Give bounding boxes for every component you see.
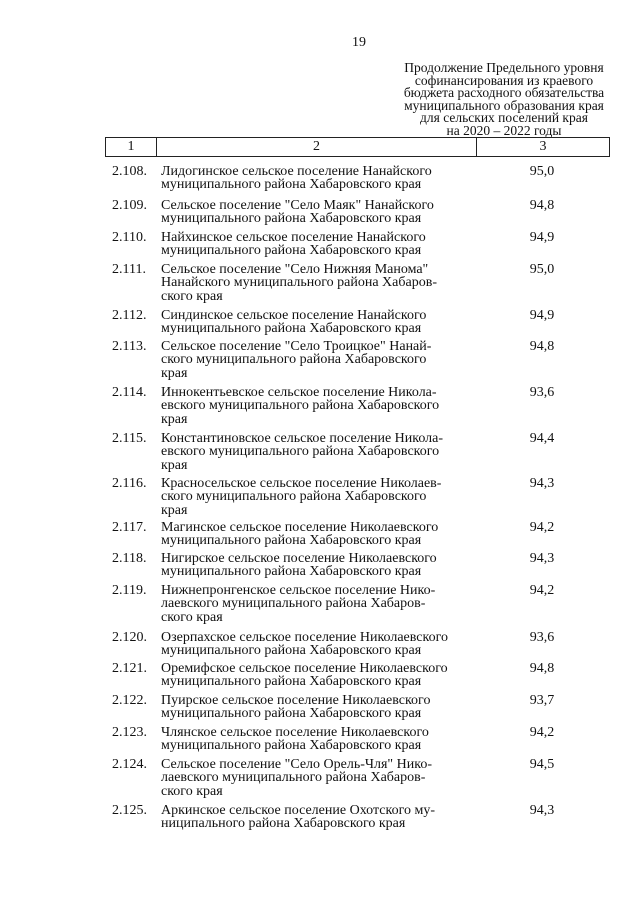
- row-name-line: Сельское поселение "Село Нижняя Манома": [161, 262, 429, 277]
- row-settlement-name: [161, 199, 481, 226]
- caption-line: для сельских поселений края: [420, 110, 588, 126]
- row-number: 2.125.: [112, 803, 147, 818]
- row-name-line: муниципального района Хабаровского края: [161, 211, 422, 227]
- row-number: 2.114.: [112, 385, 147, 400]
- row-settlement-name: [161, 309, 481, 336]
- caption-line: на 2020 – 2022 годы: [446, 122, 562, 138]
- row-name-line: Нанайского муниципального района Хабаров-: [161, 275, 437, 291]
- row-number: 2.123.: [112, 725, 147, 740]
- row-name-line: муниципального района Хабаровского края: [161, 321, 422, 337]
- row-value: 93,7: [529, 693, 555, 708]
- row-settlement-name: [161, 340, 481, 380]
- row-name-line: Пуирское сельское поселение Николаевского: [161, 693, 431, 708]
- row-name-line: муниципального района Хабаровского края: [161, 706, 422, 722]
- row-number: 2.111.: [112, 262, 146, 277]
- row-name-line: Иннокентьевское сельское поселение Никола-: [161, 385, 437, 400]
- row-name-line: ского муниципального района Хабаровского: [161, 489, 427, 505]
- caption-line: Продолжение Предельного уровня: [404, 60, 604, 75]
- row-name-line: муниципального района Хабаровского края: [161, 177, 422, 193]
- row-name-line: Сельское поселение "Село Троицкое" Нанай-: [161, 339, 432, 354]
- caption-line: муниципального образования края: [404, 97, 604, 113]
- row-name-line: края: [161, 457, 188, 473]
- row-name-line: муниципального района Хабаровского края: [161, 564, 422, 580]
- row-settlement-name: [161, 726, 481, 753]
- row-name-line: края: [161, 365, 188, 381]
- row-name-line: ского края: [161, 609, 223, 625]
- row-number: 2.113.: [112, 339, 147, 354]
- row-name-line: Красносельское сельское поселение Николаев-: [161, 476, 442, 491]
- row-value: 94,3: [529, 476, 555, 491]
- row-name-line: Члянское сельское поселение Николаевского: [161, 725, 429, 740]
- column-header-3: 3: [539, 139, 547, 154]
- row-settlement-name: [161, 584, 481, 624]
- row-value: 94,5: [529, 757, 555, 772]
- column-header-1: 1: [106, 138, 157, 156]
- row-name-line: евского муниципального района Хабаровского: [161, 444, 440, 460]
- row-name-line: Лидогинское сельское поселение Нанайского: [161, 164, 432, 179]
- row-name-line: Найхинское сельское поселение Нанайского: [161, 230, 426, 245]
- row-value: 95,0: [529, 262, 555, 277]
- row-value: 94,3: [529, 803, 555, 818]
- row-number: 2.112.: [112, 308, 147, 323]
- row-name-line: Озерпахское сельское поселение Николаевского: [161, 630, 448, 645]
- row-name-line: края: [161, 502, 188, 518]
- row-settlement-name: [161, 521, 481, 548]
- row-number: 2.110.: [112, 230, 147, 245]
- row-number: 2.118.: [112, 551, 147, 566]
- row-settlement-name: [161, 631, 481, 658]
- row-name-line: муниципального района Хабаровского края: [161, 243, 422, 259]
- column-header-2: 2: [157, 138, 477, 156]
- row-number: 2.117.: [112, 520, 147, 535]
- caption-line: бюджета расходного обязательства: [403, 85, 605, 101]
- row-number: 2.119.: [112, 583, 147, 598]
- row-settlement-name: [161, 165, 481, 192]
- row-name-line: ского муниципального района Хабаровского: [161, 352, 427, 368]
- page-number: 19: [352, 35, 366, 50]
- row-value: 94,2: [529, 520, 555, 535]
- row-number: 2.120.: [112, 630, 147, 645]
- row-value: 93,6: [529, 630, 555, 645]
- row-name-line: Аркинское сельское поселение Охотского му-: [161, 803, 435, 818]
- row-settlement-name: [161, 432, 481, 472]
- row-name-line: Нижнепронгенское сельское поселение Нико-: [161, 583, 436, 598]
- row-settlement-name: [161, 477, 481, 517]
- row-number: 2.121.: [112, 661, 147, 676]
- table-caption: [396, 62, 612, 138]
- row-value: 94,9: [529, 230, 555, 245]
- row-number: 2.124.: [112, 757, 147, 772]
- row-name-line: Оремифское сельское поселение Николаевского: [161, 661, 448, 676]
- row-name-line: муниципального района Хабаровского края: [161, 674, 422, 690]
- row-settlement-name: [161, 694, 481, 721]
- row-number: 2.109.: [112, 198, 147, 213]
- row-name-line: муниципального района Хабаровского края: [161, 643, 422, 659]
- row-name-line: лаевского муниципального района Хабаров-: [161, 596, 426, 612]
- caption-line: софинансирования из краевого: [414, 72, 594, 88]
- row-name-line: края: [161, 411, 188, 427]
- row-settlement-name: [161, 263, 481, 303]
- row-value: 94,9: [529, 308, 555, 323]
- row-number: 2.116.: [112, 476, 147, 491]
- row-settlement-name: [161, 386, 481, 426]
- row-name-line: ского края: [161, 783, 223, 799]
- row-name-line: Сельское поселение "Село Маяк" Нанайского: [161, 198, 434, 213]
- row-value: 94,2: [529, 725, 555, 740]
- row-value: 94,8: [529, 198, 555, 213]
- row-settlement-name: [161, 804, 481, 831]
- row-name-line: ниципального района Хабаровского края: [161, 816, 406, 832]
- row-number: 2.115.: [112, 431, 147, 446]
- column-header-row: [105, 137, 610, 157]
- row-value: 94,8: [529, 661, 555, 676]
- row-value: 95,0: [529, 164, 555, 179]
- row-settlement-name: [161, 758, 481, 798]
- row-name-line: муниципального района Хабаровского края: [161, 533, 422, 549]
- row-number: 2.122.: [112, 693, 147, 708]
- row-name-line: Нигирское сельское поселение Николаевского: [161, 551, 437, 566]
- row-name-line: Сельское поселение "Село Орель-Чля" Нико-: [161, 757, 432, 772]
- row-name-line: евского муниципального района Хабаровского: [161, 398, 440, 414]
- row-value: 94,3: [529, 551, 555, 566]
- row-settlement-name: [161, 231, 481, 258]
- row-value: 94,4: [529, 431, 555, 446]
- row-settlement-name: [161, 552, 481, 579]
- row-settlement-name: [161, 662, 481, 689]
- row-value: 94,8: [529, 339, 555, 354]
- row-number: 2.108.: [112, 164, 147, 179]
- row-name-line: лаевского муниципального района Хабаров-: [161, 770, 426, 786]
- row-name-line: ского края: [161, 288, 223, 304]
- row-value: 94,2: [529, 583, 555, 598]
- row-name-line: муниципального района Хабаровского края: [161, 738, 422, 754]
- row-name-line: Магинское сельское поселение Николаевского: [161, 520, 439, 535]
- row-name-line: Константиновское сельское поселение Никола-: [161, 431, 444, 446]
- row-value: 93,6: [529, 385, 555, 400]
- row-name-line: Синдинское сельское поселение Нанайского: [161, 308, 427, 323]
